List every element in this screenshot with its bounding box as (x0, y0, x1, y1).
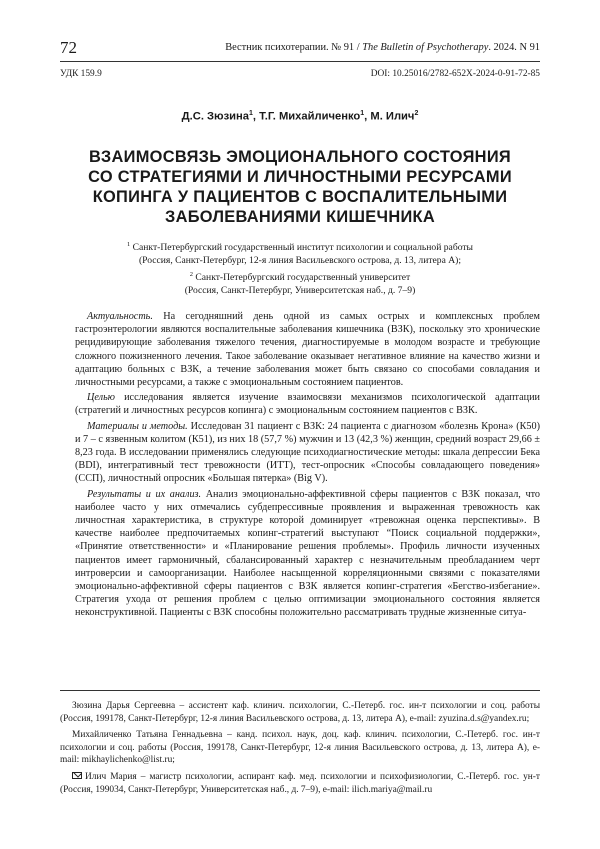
title-line: ЗАБОЛЕВАНИЯМИ КИШЕЧНИКА (165, 208, 435, 226)
section-label: Актуальность. (87, 311, 153, 322)
author-name: М. Илич (370, 110, 415, 123)
abstract-methods: Материалы и методы. Исследован 31 пациент с ВЗК: 24 пациента с диагнозом «болезнь Крона» (К50) и 7 – с язвенным колитом (К51), из них 18 (57,7 %) мужчин и 13 (42,3 %) женщин, средний возраст 29,66 ± 8,23 года. В исследовании применялись следующие психодиагностические методы: шкала депрессии Бека (BDI), интегративный тест тревожности (ИТТ), тест-опросник «Способы совладающего поведения» (ССП), личностный опросник «Большая пятерка» (Big V). (75, 420, 540, 485)
author-affiliation-mark: 1 (360, 110, 365, 117)
section-label: Материалы и методы. (87, 420, 188, 432)
affiliation-line: $^1$ Санкт-Петербургский государственный институт психологии и социальной работы (126, 241, 474, 254)
author-name: Т.Г. Михайличенко (259, 110, 361, 123)
affiliation-mark: 2 (189, 270, 193, 278)
author-affiliation-mark: 2 (414, 110, 419, 117)
abstract-results: Результаты и их анализ. Анализ эмоционально-аффективной сферы пациентов с ВЗК показал, что наиболее часто у них отмечались субдепрессивные проявления и выраженная тревожность как личностная характеристика, в структуре которой доминирует «тревожная оценка перспективы». В качестве наиболее предпочитаемых копинг-стратегий выступают “Поиск социальной поддержки», «Принятие ответственности» и «Планирование решения проблемы». Профиль личности изученных пациентов имеет гармоничный, сбалансированный характер с незначительным преобладанием черт интроверсии и самоорганизации. Наиболее насыщенной корреляционными связями с показателями эмоционально-аффективной сферы пациентов с ВЗК является копинг-стратегия «Бегство-избегание». Стратегия ухода от решения проблем с целью оптимизации эмоционального состояния является неконструктивной. Пациенты с ВЗК способны положительно рассматривать трудные жизненные ситуа- (75, 488, 540, 619)
doi: DOI: 10.25016/2782-652X-2024-0-91-72-85 (370, 69, 540, 79)
header-rule (60, 61, 540, 62)
envelope-icon (72, 772, 82, 779)
affiliation-line: $^2$ Санкт-Петербургский государственный университет (189, 270, 411, 283)
abstract-aim: Целью исследования является изучение взаимосвязи механизмов психологической адаптации (стратегий и личностных ресурсов копинга) с эмоциональным состоянием пациентов с ВЗК. (75, 392, 540, 417)
title-line: КОПИНГА У ПАЦИЕНТОВ С ВОСПАЛИТЕЛЬНЫМИ (92, 188, 508, 206)
footnote-author-1: Зюзина Дарья Сергеевна – ассистент каф. клинич. психологии, С.-Петерб. гос. ин-т психологии и соц. работы (Россия, 199178, Санкт-Петербург, 12-я линия Васильевского острова, д. 13, литера А), e-mail: zyuzina.d.s@yandex.ru; (60, 701, 540, 724)
section-label: Целью (87, 392, 115, 404)
title-line: СО СТРАТЕГИЯМИ И ЛИЧНОСТНЫМИ РЕСУРСАМИ (88, 168, 512, 186)
footnote-author-2: Михайличенко Татьяна Геннадьевна – канд. психол. наук, доц. каф. клинич. психологии, С.-Петерб. гос. ин-т психологии и соц. работы (Россия, 199178, Санкт-Петербург, 12-я линия Васильевского острова, д. 13, литера А), e-mail: mikhaylichenko@list.ru; (60, 730, 540, 766)
author-affiliation-mark: 1 (249, 110, 253, 117)
abstract (75, 310, 540, 622)
journal-separator: / (356, 42, 360, 53)
author-separator: , (252, 110, 260, 123)
footnote-rule (60, 690, 540, 691)
page-number: 72 (60, 38, 77, 57)
journal-issue: . 2024. N 91 (488, 42, 540, 53)
author-footnotes (60, 700, 540, 800)
article-meta (60, 67, 540, 81)
journal-citation (225, 41, 540, 55)
title-line: ВЗАИМОСВЯЗЬ ЭМОЦИОНАЛЬНОГО СОСТОЯНИЯ (89, 148, 511, 166)
running-head (60, 38, 540, 58)
journal-title-ru: Вестник психотерапии. № 91 (225, 42, 355, 53)
affiliation-mark: 1 (126, 241, 131, 248)
udc-code: УДК 159.9 (60, 69, 102, 79)
affiliation-line: (Россия, Санкт-Петербург, 12-я линия Васильевского острова, д. 13, литера А); (138, 255, 462, 267)
affiliation-line: (Россия, Санкт-Петербург, Университетская наб., д. 7–9) (184, 284, 416, 296)
article-title (60, 147, 540, 227)
journal-title-en: The Bulletin of Psychotherapy (362, 42, 489, 53)
author-list (60, 106, 540, 125)
abstract-relevance: Актуальность. На сегодняшний день одной из самых острых и комплексных проблем гастроэнтерологии являются воспалительные заболевания кишечника (ВЗК), поскольку это хронические рецидивирующие заболевания тяжелого течения, диагностируемые в молодом возрасте и требующие сложного пожизненного лечения. Такое заболевание оказывает негативное влияние на качество жизни и адаптацию больных с ВЗК, а течение заболевания может быть связано со способами совладания и личностными ресурсами, а также с эмоциональным состоянием пациентов. (75, 311, 540, 389)
author-name: Д.С. Зюзина (181, 110, 250, 123)
affiliations (60, 238, 540, 297)
section-label: Результаты и их анализ. (87, 488, 202, 500)
footnote-author-3: Илич Мария – магистр психологии, аспирант каф. мед. психологии и психофизиологии, С.-Петерб. гос. ун-т (Россия, 199034, Санкт-Петербург, Университетская наб., д. 7–9), e-mail: ilich.mariya@mail.ru (60, 771, 540, 795)
author-separator: , (364, 110, 371, 123)
